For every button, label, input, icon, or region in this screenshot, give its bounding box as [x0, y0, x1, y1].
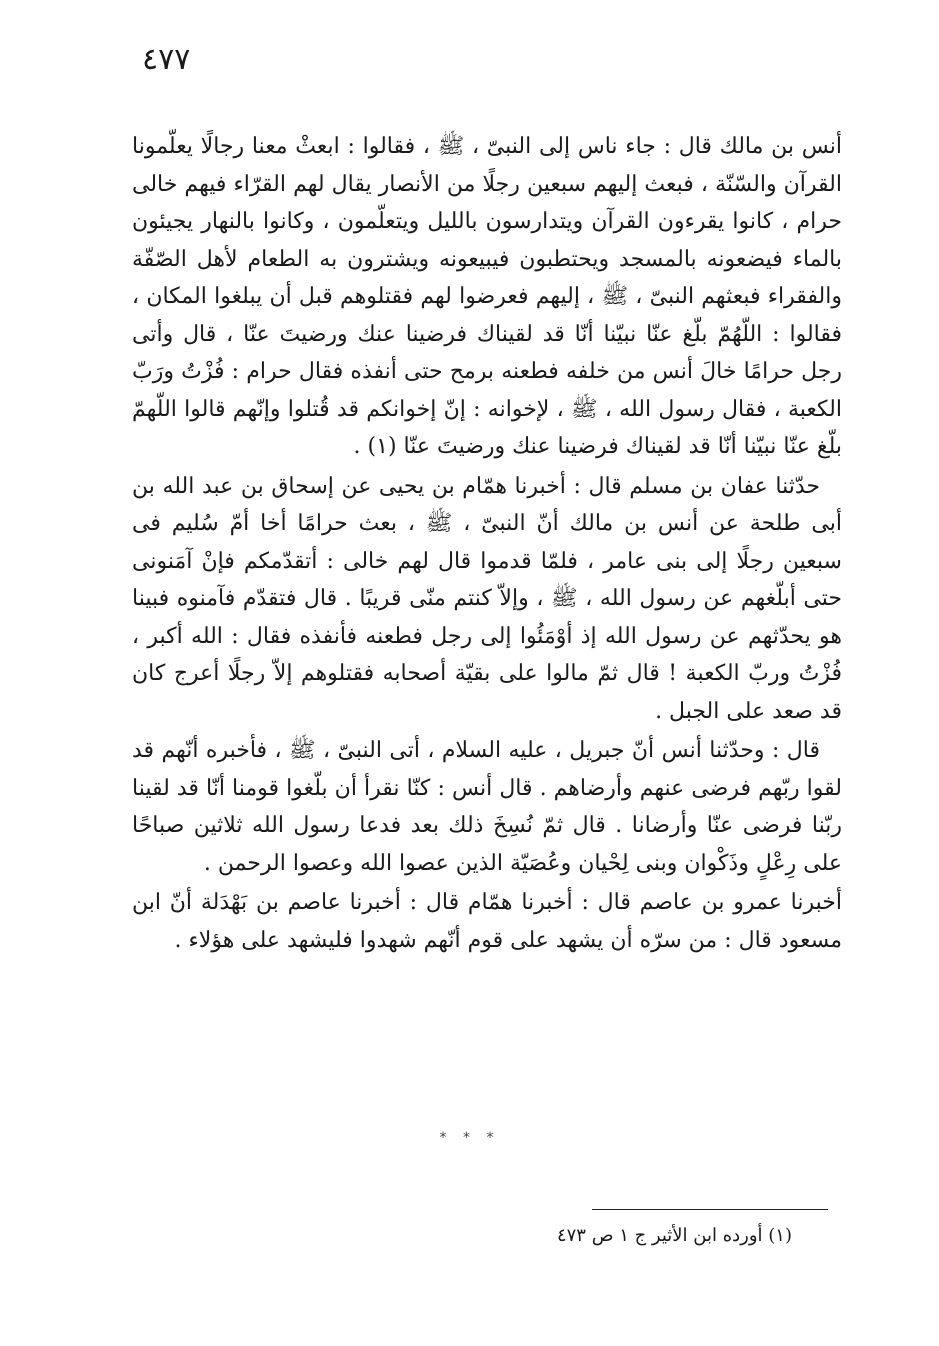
footnote: (١) أورده ابن الأثير ج ١ ص ٤٧٣: [556, 1225, 792, 1246]
page-number: ٤٧٧: [142, 42, 191, 77]
footnote-divider: [592, 1209, 828, 1210]
paragraph-1: أنس بن مالك قال : جاء ناس إلى النبىّ ، ﷺ ، فقالوا : ابعثْ معنا رجالًا يعلّمونا القرآن والسّنّة ، فبعث إليهم سبعين رجلًا من الأنصار يقال لهم القرّاء فيهم خالى حرام ، كانوا يقرءون القرآن ويتدارسون بالليل ويتعلّمون ، وكانوا بالنهار يجيئون بالماء فيضعونه بالمسجد ويحتطبون فيبيعونه ويشترون به الطعام لأهل الصّفّة والفقراء فبعثهم النبىّ ، ﷺ ، إليهم فعرضوا لهم فقتلوهم قبل أن يبلغوا المكان ، فقالوا : اللّهُمّ بلّغ عنّا نبيّنا أنّا قد لقيناك فرضينا عنك ورضيتَ عنّا ، قال وأتى رجل حرامًا خالَ أنس من خلفه فطعنه برمح حتى أنفذه فقال حرام : فُزْتُ ورَبّ الكعبة ، فقال رسول الله ، ﷺ ، لإخوانه : إنّ إخوانكم قد قُتلوا وإنّهم قالوا اللّهمّ بلّغ عنّا نبيّنا أنّا قد لقيناك فرضينا عنك ورضيتَ عنّا (١) .: [132, 134, 842, 459]
section-separator: * * *: [439, 1130, 500, 1146]
paragraph-4: أخبرنا عمرو بن عاصم قال : أخبرنا همّام قال : أخبرنا عاصم بن بَهْدَلة أنّ ابن مسعود قال : من سرّه أن يشهد على قوم أنّهم شهدوا فليشهد على هؤلاء .: [132, 890, 842, 953]
paragraph-2: حدّثنا عفان بن مسلم قال : أخبرنا همّام بن يحيى عن إسحاق بن عبد الله بن أبى طلحة عن أنس بن مالك أنّ النبىّ ، ﷺ ، بعث حرامًا أخا أمّ سُليم فى سبعين رجلًا إلى بنى عامر ، فلمّا قدموا قال لهم خالى : أتقدّمكم فإنْ آمَنونى حتى أبلّغهم عن رسول الله ، ﷺ ، وإلاّ كنتم منّى قريبًا . قال فتقدّم فآمنوه فبينا هو يحدّثهم عن رسول الله إذ أوْمَئُوا إلى رجل فطعنه فأنفذه فقال : الله أكبر ، فُزْتُ وربّ الكعبة ! قال ثمّ مالوا على بقيّة أصحابه فقتلوهم إلاّ رجلًا أعرج كان قد صعد على الجبل .: [132, 473, 842, 724]
body-text: [132, 128, 842, 959]
paragraph-3: قال : وحدّثنا أنس أنّ جبريل ، عليه السلام ، أتى النبىّ ، ﷺ ، فأخبره أنّهم قد لقوا ربّهم فرضى عنهم وأرضاهم . قال أنس : كنّا نقرأ أن بلّغوا قومنا أنّا قد لقينا ربّنا فرضى عنّا وأرضانا . قال ثمّ نُسِخَ ذلك بعد فدعا رسول الله ثلاثين صباحًا على رِعْلٍ وذَكْوان وبنى لِحْيان وعُصَيّة الذين عصوا الله وعصوا الرحمن .: [132, 738, 842, 876]
